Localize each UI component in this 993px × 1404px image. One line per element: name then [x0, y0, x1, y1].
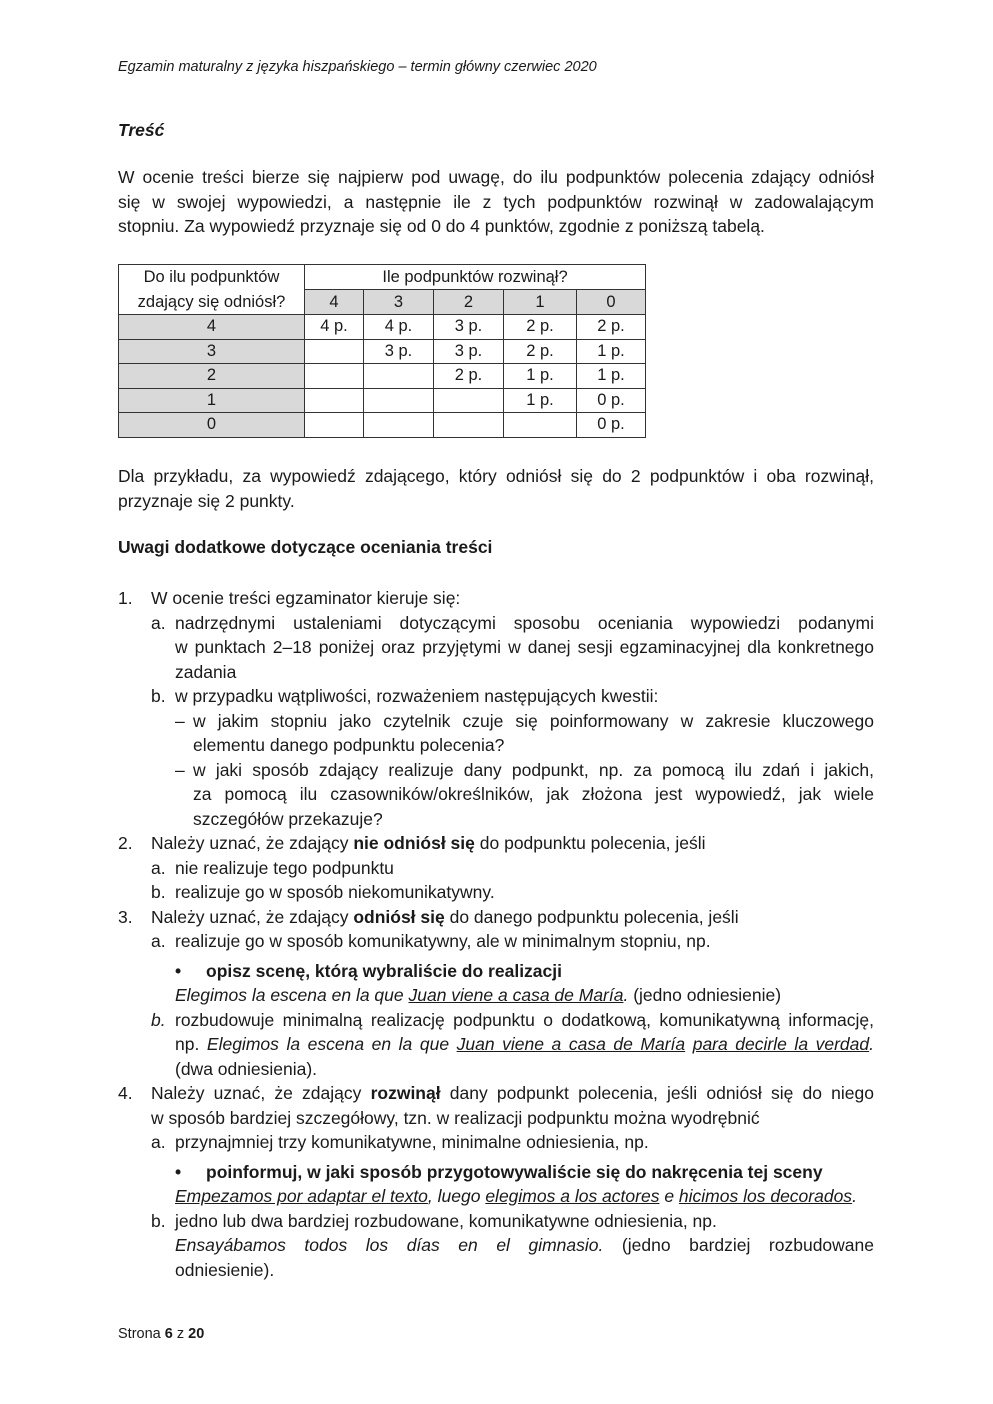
underlined-run: Juan viene a casa de María	[408, 985, 624, 1005]
table-cell	[305, 413, 364, 438]
list-item	[118, 1081, 874, 1130]
sub-item-line: nadrzędnymi ustaleniami dotyczącymi sposobu oceniania wypowiedzi podanymi	[175, 612, 874, 633]
bullet-text: opisz scenę, którą wybraliście do realizacji	[206, 960, 562, 981]
item-text	[151, 905, 874, 930]
scoring-table	[118, 264, 646, 438]
sub-item-label: b.	[151, 686, 166, 706]
rowhead-title-line: Do ilu podpunktów	[143, 268, 280, 286]
table-cell: 2 p.	[434, 364, 504, 389]
sub-item-line	[175, 1032, 874, 1057]
intro-paragraph	[118, 165, 874, 239]
section-title: Treść	[118, 120, 165, 140]
item-number: 1.	[118, 588, 133, 608]
item-text: W ocenie treści egzaminator kieruje się:	[151, 588, 461, 608]
col-header: 0	[577, 290, 646, 315]
example-line	[175, 983, 874, 1008]
example-line: przyznaje się 2 punkty.	[118, 490, 295, 511]
bullet-marker: •	[175, 1161, 182, 1182]
list-item	[118, 586, 874, 611]
item-number: 4.	[118, 1083, 133, 1103]
table-row	[119, 339, 646, 364]
row-header: 2	[119, 364, 305, 389]
rowhead-title-line: zdający się odniósł?	[137, 292, 286, 311]
underlined-run: hicimos los decorados	[678, 1186, 853, 1206]
example-paragraph	[118, 464, 874, 513]
text-run: do danego podpunktu polecenia, jeśli	[444, 906, 739, 927]
table-cell: 0 p.	[577, 413, 646, 438]
footer-text: Strona	[118, 1326, 165, 1342]
bold-run: nie odniósł się	[353, 833, 475, 853]
italic-run: .	[623, 985, 629, 1005]
sub-item	[151, 1130, 874, 1155]
footer-text: z	[172, 1326, 189, 1342]
sub-item-label: b.	[151, 1210, 166, 1231]
table-cell: 4 p.	[364, 315, 434, 340]
table-rowhead-title	[119, 265, 305, 315]
table-cell: 3 p.	[434, 315, 504, 340]
sub-item-label: b.	[151, 882, 166, 902]
table-cell: 4 p.	[305, 315, 364, 340]
table-cell	[434, 388, 504, 413]
text-run: (jedno odniesienie)	[628, 985, 782, 1005]
table-cell	[364, 413, 434, 438]
sub-item-line: realizuje go w sposób niekomunikatywny.	[175, 882, 495, 902]
bullet-marker: •	[175, 960, 182, 981]
bullet-item	[175, 959, 874, 984]
dash-marker: –	[175, 710, 185, 731]
sub-item-line: w przypadku wątpliwości, rozważeniem następujących kwestii:	[175, 686, 659, 706]
underlined-run: elegimos a los actores	[485, 1186, 660, 1206]
text-run: do podpunktu polecenia, jeśli	[474, 833, 706, 853]
sub-item	[151, 880, 874, 905]
sub-item	[151, 929, 874, 954]
sub-item-line: przynajmniej trzy komunikatywne, minimalne odniesienia, np.	[175, 1132, 649, 1152]
intro-line: się w swojej wypowiedzi, a następnie ile z tych podpunktów rozwinął w zadowalającym	[118, 191, 874, 212]
item-line: w sposób bardziej szczegółowy, tzn. w realizacji podpunktu można wyodrębnić	[151, 1107, 760, 1128]
dash-item-line: w jakim stopniu jako czytelnik czuje się poinformowany w zakresie kluczowego	[193, 710, 874, 731]
item-number: 2.	[118, 833, 133, 853]
dash-item-line: w jaki sposób zdający realizuje dany podpunkt, np. za pomocą ilu zdań i jakich,	[193, 759, 874, 780]
item-line	[151, 1081, 874, 1106]
text-run: Należy uznać, że zdający	[151, 833, 354, 853]
table-cell: 0 p.	[577, 388, 646, 413]
underlined-run: Empezamos por adaptar el texto	[175, 1186, 428, 1206]
sub-item	[151, 684, 874, 709]
table-cell: 3 p.	[364, 339, 434, 364]
table-row	[119, 413, 646, 438]
row-header: 3	[119, 339, 305, 364]
sub-item	[151, 1008, 874, 1082]
sub-item-line: odniesienie).	[175, 1259, 275, 1280]
bold-run: rozwinął	[370, 1083, 441, 1103]
col-header: 2	[434, 290, 504, 315]
table-row	[119, 364, 646, 389]
table-row	[119, 388, 646, 413]
table-cell: 1 p.	[577, 339, 646, 364]
dash-item	[175, 709, 874, 758]
table-cell: 1 p.	[577, 364, 646, 389]
text-run: (jedno bardziej rozbudowane	[603, 1235, 874, 1255]
underlined-run: para decirle la verdad	[692, 1034, 870, 1054]
italic-run: e	[659, 1186, 679, 1206]
sub-item-label: a.	[151, 1132, 166, 1152]
remarks-list	[118, 586, 874, 1282]
row-header: 0	[119, 413, 305, 438]
dash-item-line: szczegółów przekazuje?	[193, 808, 383, 829]
item-text	[151, 1081, 874, 1130]
sub-item-line	[175, 1233, 874, 1258]
table-cell	[305, 388, 364, 413]
underlined-run: Juan viene a casa de María	[456, 1034, 686, 1054]
page-header: Egzamin maturalny z języka hiszpańskiego – termin główny czerwiec 2020	[118, 59, 597, 75]
page-footer	[118, 1326, 204, 1342]
table-cell: 2 p.	[577, 315, 646, 340]
intro-line: stopniu. Za wypowiedź przyznaje się od 0 do 4 punktów, zgodnie z poniższą tabelą.	[118, 216, 765, 236]
sub-item-line: w punktach 2–18 poniżej oraz przyjętymi w danej sesji egzaminacyjnej dla konkretnego	[175, 637, 874, 657]
italic-run: .	[869, 1034, 874, 1054]
table-cell	[305, 339, 364, 364]
table-cell	[434, 413, 504, 438]
table-row	[119, 315, 646, 340]
text-run: np.	[175, 1034, 207, 1054]
sub-item-label: a.	[151, 612, 166, 633]
page-total: 20	[188, 1326, 205, 1342]
item-number: 3.	[118, 906, 133, 927]
table-cell	[504, 413, 577, 438]
intro-line: W ocenie treści bierze się najpierw pod uwagę, do ilu podpunktów polecenia zdający odniósł	[118, 167, 874, 187]
italic-run: Ensayábamos todos los días en el gimnasio.	[175, 1235, 604, 1255]
dash-marker: –	[175, 759, 185, 780]
bullet-item	[175, 1160, 874, 1185]
sub-item	[151, 611, 874, 685]
sub-item-line: zadania	[175, 661, 237, 682]
table-col-title: Ile podpunktów rozwinął?	[305, 265, 646, 290]
col-header: 3	[364, 290, 434, 315]
italic-run: .	[852, 1186, 857, 1206]
sub-item-line: rozbudowuje minimalną realizację podpunktu o dodatkową, komunikatywną informację,	[175, 1009, 874, 1030]
subheading: Uwagi dodatkowe dotyczące oceniania treści	[118, 537, 493, 557]
text-run: Należy uznać, że zdający	[151, 906, 354, 927]
sub-item-label: b.	[151, 1009, 166, 1030]
col-header: 4	[305, 290, 364, 315]
italic-run: Elegimos la escena en la que	[175, 985, 409, 1005]
table-cell: 3 p.	[434, 339, 504, 364]
dash-item-line: za pomocą ilu czasowników/określników, jak złożona jest wypowiedź, jak wiele	[193, 784, 874, 804]
list-item	[118, 905, 874, 930]
sub-item-label: a.	[151, 857, 166, 878]
example-line: Dla przykładu, za wypowiedź zdającego, który odniósł się do 2 podpunktów i oba rozwinął,	[118, 466, 874, 486]
item-text	[151, 831, 874, 856]
sub-item-line: (dwa odniesienia).	[175, 1058, 318, 1079]
sub-item	[151, 1209, 874, 1283]
italic-run: Elegimos la escena en la que	[206, 1034, 457, 1054]
dash-item	[175, 758, 874, 832]
table-cell	[364, 364, 434, 389]
table-cell: 1 p.	[504, 364, 577, 389]
table-cell: 2 p.	[504, 315, 577, 340]
sub-item-line: jedno lub dwa bardziej rozbudowane, komunikatywne odniesienia, np.	[175, 1210, 717, 1231]
table-cell	[364, 388, 434, 413]
sub-item-line: nie realizuje tego podpunktu	[175, 857, 394, 878]
dash-item-line: elementu danego podpunktu polecenia?	[193, 735, 505, 755]
table-cell	[305, 364, 364, 389]
list-item	[118, 831, 874, 856]
row-header: 1	[119, 388, 305, 413]
italic-run: , luego	[427, 1186, 486, 1206]
row-header: 4	[119, 315, 305, 340]
sub-item-label: a.	[151, 931, 166, 951]
bold-run: odniósł się	[353, 906, 445, 927]
table-cell: 1 p.	[504, 388, 577, 413]
sub-item	[151, 856, 874, 881]
page-number: 6	[164, 1326, 173, 1342]
table-cell: 2 p.	[504, 339, 577, 364]
example-line	[175, 1184, 874, 1209]
col-header: 1	[504, 290, 577, 315]
text-run: Należy uznać, że zdający	[151, 1083, 371, 1103]
bullet-text: poinformuj, w jaki sposób przygotowywaliście się do nakręcenia tej sceny	[206, 1161, 823, 1182]
text-run: dany podpunkt polecenia, jeśli odniósł się do niego	[440, 1083, 874, 1103]
sub-item-line: realizuje go w sposób komunikatywny, ale w minimalnym stopniu, np.	[175, 931, 711, 951]
